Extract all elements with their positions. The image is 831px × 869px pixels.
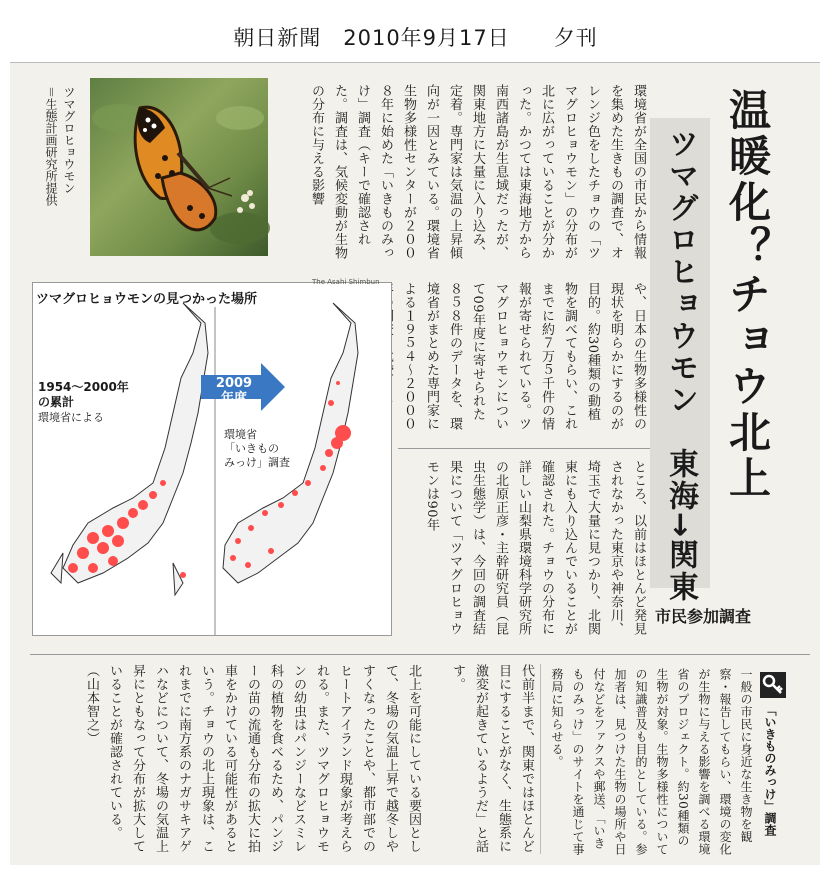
article-body-lower xyxy=(400,460,650,640)
article-paragraph-1: 環境省が全国の市民から情報を集めた生きもの調査で、オレンジ色をしたチョウの「ツマグロヒョウモン」の分布が北に広がっていることが分かった。かつては東海地方から南西諸島が生息域だったが、関東地方に大量に入り込み、定着。専門家は気温の上昇傾向が一因とみている。 xyxy=(424,84,646,260)
article-paragraph-6: チョウの分布に詳しい山梨県環境科学研究所の北原正彦・主幹研究員（昆虫生態学）は、今回の調査結果について「ツマグロヒョウモンは90年 xyxy=(424,460,554,636)
butterfly-photo xyxy=(90,78,268,256)
photo-caption-credit: ＝生態計画研究所提供 xyxy=(44,86,58,207)
article-paragraph-9: チョウの北上現象は、これまでに南方系のナガサキアゲハなどについて、冬場の気温上昇にともなって分布が拡大していることが確認されている。 xyxy=(107,664,214,853)
article-body-bottom-left xyxy=(70,664,425,854)
headline-main: 温暖化？チョウ北上 xyxy=(723,88,772,502)
map-arrow-year: 2009 xyxy=(215,376,253,391)
article-paragraph-4: ツマグロヒョウモンについて09年度に寄せられた８５８件のデータを、環境省がまとめた専門家による１９５４〜２０００ xyxy=(401,282,531,431)
map-right-label xyxy=(224,428,290,470)
article-paragraph-5: ところ、以前はほとんど発見されなかった東京や神奈川、埼玉で大量に見つかり、北関東にも入り込んでいることが確認された。 xyxy=(539,460,646,636)
map-right-source-2: 「いきもの xyxy=(224,442,279,455)
article-body-bottom-right xyxy=(428,664,538,854)
map-left-label-years: 1954〜2000年 xyxy=(38,380,129,394)
divider xyxy=(398,448,650,449)
distribution-map xyxy=(32,282,392,636)
article-paragraph-3: や、日本の生物多様性の現状を明らかにするのが目的。約30種類の動植物を調べてもらい、これまでに約７万５千件の情報が寄せられている。 xyxy=(516,282,646,431)
map-credit: The Asahi Shimbun xyxy=(312,278,380,286)
masthead: 朝日新聞 2010年9月17日 夕刊 xyxy=(233,26,598,50)
map-arrow-label xyxy=(205,376,263,406)
subheadline: ツマグロヒョウモン 東海→関東 xyxy=(663,128,698,604)
article-paragraph-8: 北上を可能にしている要因として、冬場の気温上昇で越冬しやすくなったことや、都市部でのヒートアイランド現象が考えられる。また、ツマグロヒョウモンの幼虫はパンジーなどスミレ科の植物を食べるため、パンジーの苗の流通も分布の拡大に拍車をかけている可能性があるという。 xyxy=(199,664,421,853)
article-paragraph-7: 代前半まで、関東ではほとんど目にすることがなく、生態系に激変が起きているようだ」と話す。 xyxy=(450,664,534,853)
map-left-label-cumulative: の累計 xyxy=(38,395,75,409)
map-right-source-1: 環境省 xyxy=(224,428,257,441)
map-left-source: 環境省による xyxy=(38,411,104,424)
key-icon xyxy=(760,672,786,698)
section-divider xyxy=(30,654,810,655)
article-paragraph-2: 環境省生物多様性センターが２００８年に始めた「いきものみっけ」調査（キーで確認された。調査は、気候変動が生物の分布に与える影響 xyxy=(309,84,439,260)
keyword-text: 一般の市民に身近な生き物を観察・報告してもらい、環境の変化が生物に与える影響を調べる環境省のプロジェクト。約30種類の生物が対象。生物多様性についての知識普及も目的としている。参加者は、見つけた生物の場所や日付などをファクスや郵送、「いきものみっけ」のサイトを通じて事務局に知らせる。 xyxy=(550,668,753,856)
article-body-middle xyxy=(400,282,650,432)
map-title: ツマグロヒョウモンの見つかった場所 xyxy=(36,292,258,307)
map-arrow-year-unit: 年度 xyxy=(220,391,247,406)
keyword-title: 「いきものみっけ」調査 xyxy=(763,704,777,836)
article-body-upper xyxy=(280,84,650,272)
headline-tag: 市民参加調査 xyxy=(655,607,752,626)
byline: （山本智之） xyxy=(84,664,99,745)
map-left-label xyxy=(38,380,129,425)
photo-caption-title: ツマグロヒョウモン xyxy=(62,86,76,194)
photo-caption xyxy=(42,86,78,276)
map-right-source-3: みっけ」調査 xyxy=(224,456,290,469)
